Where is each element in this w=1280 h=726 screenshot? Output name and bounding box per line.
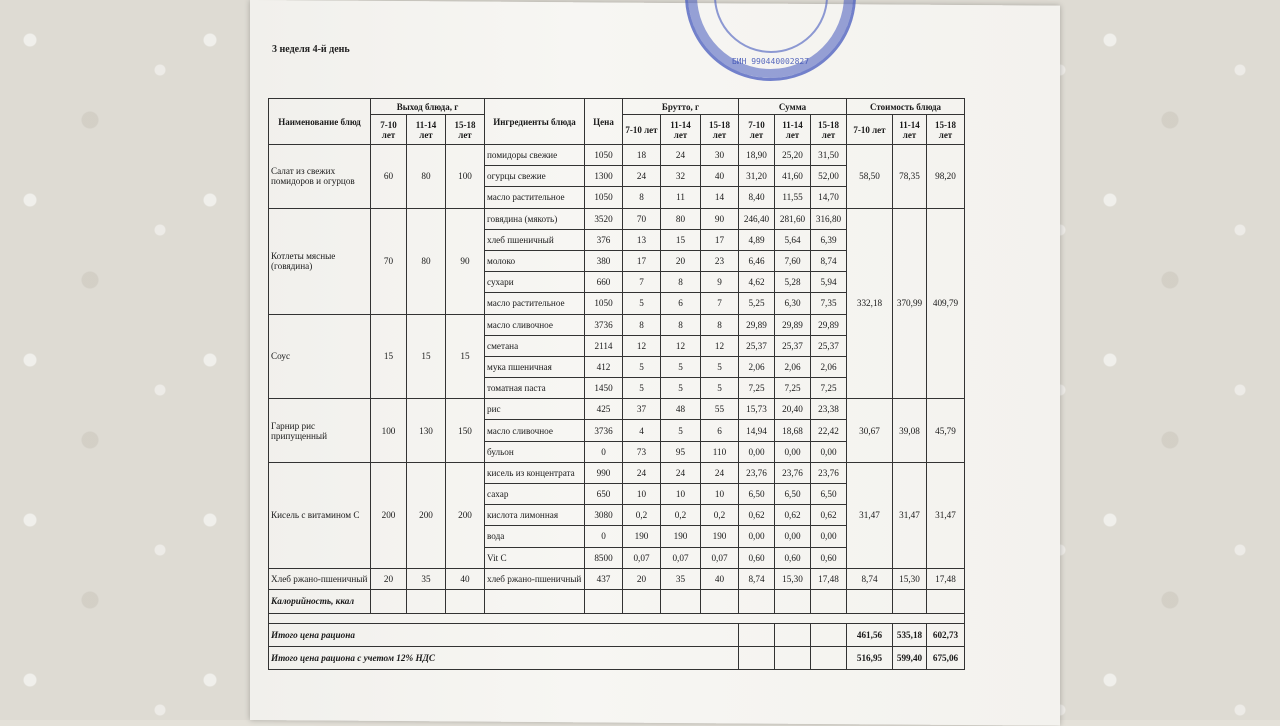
dish-yield: 15 (407, 314, 446, 399)
ingredient-sum: 5,25 (739, 293, 775, 314)
ingredient-gross: 5 (661, 356, 701, 377)
seal-text: БИН 990440002827 (731, 57, 810, 66)
ingredient-gross: 24 (623, 462, 661, 483)
ingredient-gross: 30 (701, 145, 739, 166)
dish-cost: 409,79 (927, 208, 965, 399)
ingredient-name: молоко (485, 250, 585, 271)
ingredient-gross: 12 (623, 335, 661, 356)
ingredient-sum: 52,00 (811, 166, 847, 187)
ingredient-name: бульон (485, 441, 585, 462)
dish-name: Соус (269, 314, 371, 399)
ingredient-sum: 15,30 (775, 568, 811, 589)
ingredient-sum: 25,37 (775, 335, 811, 356)
ingredient-name: хлеб пшеничный (485, 229, 585, 250)
ingredient-name: сметана (485, 335, 585, 356)
ingredient-gross: 4 (623, 420, 661, 441)
ingredient-price: 1050 (585, 293, 623, 314)
empty-cell (446, 589, 485, 613)
ingredient-name: сухари (485, 272, 585, 293)
ingredient-name: Vit C (485, 547, 585, 568)
ingredient-sum: 6,50 (811, 484, 847, 505)
ingredient-sum: 17,48 (811, 568, 847, 589)
ingredient-sum: 23,76 (775, 462, 811, 483)
empty-cell (811, 646, 847, 669)
ingredient-gross: 14 (701, 187, 739, 208)
ingredient-gross: 18 (623, 145, 661, 166)
ingredient-gross: 0,07 (701, 547, 739, 568)
spacer-row (269, 613, 965, 623)
ingredient-sum: 14,70 (811, 187, 847, 208)
ingredient-gross: 5 (701, 378, 739, 399)
total-value: 602,73 (927, 623, 965, 646)
ingredient-sum: 29,89 (811, 314, 847, 335)
ingredient-price: 1050 (585, 145, 623, 166)
empty-cell (739, 623, 775, 646)
dish-name: Хлеб ржано-пшеничный (269, 568, 371, 589)
dish-yield: 60 (371, 145, 407, 209)
header-yield: Выход блюда, г (371, 99, 485, 115)
table-header (269, 99, 965, 145)
empty-cell (485, 589, 585, 613)
ingredient-price: 1050 (585, 187, 623, 208)
ingredient-gross: 5 (623, 378, 661, 399)
ingredient-sum: 0,60 (775, 547, 811, 568)
table-row (269, 145, 965, 166)
ingredient-name: масло сливочное (485, 420, 585, 441)
ingredient-sum: 0,62 (811, 505, 847, 526)
empty-cell (811, 623, 847, 646)
ingredient-sum: 41,60 (775, 166, 811, 187)
dish-yield: 90 (446, 208, 485, 314)
ingredient-gross: 23 (701, 250, 739, 271)
header-age: 15-18 лет (446, 115, 485, 145)
dish-cost: 31,47 (927, 462, 965, 568)
ingredient-name: огурцы свежие (485, 166, 585, 187)
ingredient-price: 3736 (585, 314, 623, 335)
empty-cell (739, 646, 775, 669)
table-row (269, 208, 965, 229)
dish-yield: 80 (407, 208, 446, 314)
ingredient-gross: 55 (701, 399, 739, 420)
ingredient-price: 2114 (585, 335, 623, 356)
ingredient-gross: 10 (623, 484, 661, 505)
ingredient-gross: 90 (701, 208, 739, 229)
table-row (269, 568, 965, 589)
dish-name: Котлеты мясные (говядина) (269, 208, 371, 314)
ingredient-sum: 0,00 (775, 526, 811, 547)
ingredient-sum: 0,00 (739, 441, 775, 462)
ingredient-gross: 24 (701, 462, 739, 483)
ingredient-price: 0 (585, 526, 623, 547)
ingredient-sum: 0,60 (739, 547, 775, 568)
dish-yield: 100 (446, 145, 485, 209)
ingredient-sum: 0,62 (739, 505, 775, 526)
ingredient-price: 376 (585, 229, 623, 250)
ingredient-sum: 7,25 (811, 378, 847, 399)
ingredient-sum: 0,00 (811, 441, 847, 462)
header-age: 11-14 лет (407, 115, 446, 145)
table-row (269, 462, 965, 483)
header-age: 15-18 лет (811, 115, 847, 145)
ingredient-gross: 8 (623, 314, 661, 335)
dish-cost: 78,35 (893, 145, 927, 209)
ingredient-gross: 95 (661, 441, 701, 462)
dish-yield: 80 (407, 145, 446, 209)
ingredient-name: хлеб ржано-пшеничный (485, 568, 585, 589)
day-title: 3 неделя 4-й день (272, 44, 350, 55)
dish-cost: 370,99 (893, 208, 927, 399)
ingredient-sum: 2,06 (739, 356, 775, 377)
ingredient-price: 8500 (585, 547, 623, 568)
ingredient-gross: 0,07 (623, 547, 661, 568)
dish-name: Кисель с витамином С (269, 462, 371, 568)
header-age: 7-10 лет (739, 115, 775, 145)
ingredient-gross: 20 (661, 250, 701, 271)
ingredient-gross: 110 (701, 441, 739, 462)
dish-cost: 31,47 (893, 462, 927, 568)
ingredient-sum: 6,39 (811, 229, 847, 250)
empty-cell (847, 589, 893, 613)
ingredient-sum: 0,60 (811, 547, 847, 568)
header-age: 15-18 лет (701, 115, 739, 145)
ingredient-sum: 4,62 (739, 272, 775, 293)
table-body (269, 145, 965, 590)
ingredient-sum: 7,35 (811, 293, 847, 314)
dish-cost: 98,20 (927, 145, 965, 209)
seal-inner-ring (714, 0, 828, 53)
ingredient-sum: 20,40 (775, 399, 811, 420)
empty-cell (407, 589, 446, 613)
dish-cost: 8,74 (847, 568, 893, 589)
ingredient-sum: 8,74 (739, 568, 775, 589)
ingredient-gross: 24 (661, 462, 701, 483)
dish-yield: 100 (371, 399, 407, 463)
ingredient-price: 380 (585, 250, 623, 271)
dish-name: Гарнир рис припущенный (269, 399, 371, 463)
ingredient-gross: 13 (623, 229, 661, 250)
ingredient-sum: 7,25 (739, 378, 775, 399)
dish-yield: 70 (371, 208, 407, 314)
ingredient-gross: 12 (661, 335, 701, 356)
ingredient-gross: 0,2 (661, 505, 701, 526)
empty-cell (701, 589, 739, 613)
ingredient-sum: 15,73 (739, 399, 775, 420)
ingredient-name: говядина (мякоть) (485, 208, 585, 229)
ingredient-gross: 0,2 (623, 505, 661, 526)
ingredient-gross: 8 (661, 314, 701, 335)
ingredient-sum: 316,80 (811, 208, 847, 229)
ingredient-gross: 190 (701, 526, 739, 547)
ingredient-gross: 6 (661, 293, 701, 314)
ingredient-gross: 5 (661, 420, 701, 441)
ingredient-gross: 70 (623, 208, 661, 229)
ingredient-gross: 190 (623, 526, 661, 547)
ingredient-gross: 15 (661, 229, 701, 250)
ingredient-sum: 29,89 (775, 314, 811, 335)
ingredient-sum: 0,00 (811, 526, 847, 547)
header-age: 11-14 лет (893, 115, 927, 145)
dish-yield: 130 (407, 399, 446, 463)
ingredient-name: масло сливочное (485, 314, 585, 335)
empty-cell (739, 589, 775, 613)
total-vat-value: 599,40 (893, 646, 927, 669)
ingredient-sum: 25,37 (739, 335, 775, 356)
table-footer (269, 589, 965, 669)
ingredient-gross: 37 (623, 399, 661, 420)
ingredient-sum: 0,62 (775, 505, 811, 526)
ingredient-gross: 32 (661, 166, 701, 187)
ingredient-price: 660 (585, 272, 623, 293)
ingredient-gross: 8 (701, 314, 739, 335)
ingredient-gross: 7 (701, 293, 739, 314)
ingredient-price: 412 (585, 356, 623, 377)
ingredient-gross: 5 (701, 356, 739, 377)
ingredient-sum: 8,40 (739, 187, 775, 208)
ingredient-name: кисель из концентрата (485, 462, 585, 483)
empty-cell (893, 589, 927, 613)
ingredient-price: 990 (585, 462, 623, 483)
ingredient-name: томатная паста (485, 378, 585, 399)
ingredient-sum: 5,94 (811, 272, 847, 293)
dish-yield: 15 (446, 314, 485, 399)
ingredient-price: 3520 (585, 208, 623, 229)
header-cost: Стоимость блюда (847, 99, 965, 115)
dish-cost: 30,67 (847, 399, 893, 463)
total-value: 535,18 (893, 623, 927, 646)
ingredient-sum: 29,89 (739, 314, 775, 335)
total-vat-value: 675,06 (927, 646, 965, 669)
ingredient-sum: 11,55 (775, 187, 811, 208)
header-age: 7-10 лет (371, 115, 407, 145)
dish-cost: 332,18 (847, 208, 893, 399)
ingredient-gross: 5 (623, 293, 661, 314)
ingredient-price: 0 (585, 441, 623, 462)
ingredient-sum: 31,20 (739, 166, 775, 187)
total-vat-label: Итого цена рациона с учетом 12% НДС (269, 646, 739, 669)
ingredient-gross: 17 (701, 229, 739, 250)
ingredient-sum: 7,60 (775, 250, 811, 271)
ingredient-sum: 23,76 (811, 462, 847, 483)
ingredient-gross: 5 (623, 356, 661, 377)
ingredient-sum: 22,42 (811, 420, 847, 441)
ingredient-price: 650 (585, 484, 623, 505)
empty-cell (371, 589, 407, 613)
dish-yield: 200 (371, 462, 407, 568)
ingredient-sum: 23,38 (811, 399, 847, 420)
total-value: 461,56 (847, 623, 893, 646)
ingredient-sum: 18,90 (739, 145, 775, 166)
ingredient-name: масло растительное (485, 187, 585, 208)
ingredient-name: кислота лимонная (485, 505, 585, 526)
ingredient-gross: 24 (661, 145, 701, 166)
ingredient-sum: 25,20 (775, 145, 811, 166)
ingredient-gross: 190 (661, 526, 701, 547)
dish-yield: 35 (407, 568, 446, 589)
ingredient-sum: 2,06 (811, 356, 847, 377)
header-age: 11-14 лет (775, 115, 811, 145)
dish-cost: 58,50 (847, 145, 893, 209)
ingredient-gross: 24 (623, 166, 661, 187)
ingredient-price: 1450 (585, 378, 623, 399)
ingredient-sum: 5,28 (775, 272, 811, 293)
ingredient-price: 437 (585, 568, 623, 589)
header-age: 7-10 лет (623, 115, 661, 145)
ingredient-sum: 5,64 (775, 229, 811, 250)
ingredient-price: 425 (585, 399, 623, 420)
empty-cell (661, 589, 701, 613)
ingredient-sum: 0,00 (775, 441, 811, 462)
ingredient-gross: 73 (623, 441, 661, 462)
ingredient-sum: 6,50 (775, 484, 811, 505)
ingredient-gross: 10 (661, 484, 701, 505)
empty-cell (585, 589, 623, 613)
header-ingredients: Ингредиенты блюда (485, 99, 585, 145)
dish-cost: 45,79 (927, 399, 965, 463)
empty-cell (623, 589, 661, 613)
header-age: 15-18 лет (927, 115, 965, 145)
header-name: Наименование блюд (269, 99, 371, 145)
ingredient-name: рис (485, 399, 585, 420)
dish-cost: 39,08 (893, 399, 927, 463)
dish-yield: 20 (371, 568, 407, 589)
ingredient-sum: 23,76 (739, 462, 775, 483)
ingredient-name: масло растительное (485, 293, 585, 314)
dish-cost: 15,30 (893, 568, 927, 589)
ingredient-sum: 6,30 (775, 293, 811, 314)
ingredient-sum: 8,74 (811, 250, 847, 271)
ingredient-gross: 48 (661, 399, 701, 420)
ingredient-gross: 0,2 (701, 505, 739, 526)
ingredient-name: сахар (485, 484, 585, 505)
ingredient-gross: 40 (701, 568, 739, 589)
calories-label: Калорийность, ккал (269, 589, 371, 613)
ingredient-sum: 246,40 (739, 208, 775, 229)
ingredient-sum: 2,06 (775, 356, 811, 377)
ingredient-name: вода (485, 526, 585, 547)
dish-cost: 17,48 (927, 568, 965, 589)
ingredient-sum: 18,68 (775, 420, 811, 441)
header-price: Цена (585, 99, 623, 145)
ingredient-gross: 40 (701, 166, 739, 187)
ingredient-sum: 25,37 (811, 335, 847, 356)
ingredient-gross: 6 (701, 420, 739, 441)
empty-cell (775, 646, 811, 669)
ingredient-price: 1300 (585, 166, 623, 187)
header-sum: Сумма (739, 99, 847, 115)
total-vat-value: 516,95 (847, 646, 893, 669)
empty-cell (775, 623, 811, 646)
empty-cell (775, 589, 811, 613)
dish-cost: 31,47 (847, 462, 893, 568)
dish-yield: 200 (407, 462, 446, 568)
total-label: Итого цена рациона (269, 623, 739, 646)
ingredient-sum: 31,50 (811, 145, 847, 166)
ingredient-name: мука пшеничная (485, 356, 585, 377)
dish-yield: 150 (446, 399, 485, 463)
ingredient-gross: 7 (623, 272, 661, 293)
ingredient-name: помидоры свежие (485, 145, 585, 166)
dish-name: Салат из свежих помидоров и огурцов (269, 145, 371, 209)
ingredient-sum: 6,50 (739, 484, 775, 505)
ingredient-gross: 9 (701, 272, 739, 293)
ingredient-gross: 80 (661, 208, 701, 229)
dish-yield: 15 (371, 314, 407, 399)
ingredient-sum: 7,25 (775, 378, 811, 399)
ingredient-price: 3736 (585, 420, 623, 441)
menu-table (268, 98, 965, 670)
table-row (269, 399, 965, 420)
header-age: 11-14 лет (661, 115, 701, 145)
empty-cell (811, 589, 847, 613)
ingredient-gross: 35 (661, 568, 701, 589)
ingredient-gross: 20 (623, 568, 661, 589)
header-gross: Брутто, г (623, 99, 739, 115)
ingredient-gross: 0,07 (661, 547, 701, 568)
ingredient-sum: 4,89 (739, 229, 775, 250)
ingredient-gross: 10 (701, 484, 739, 505)
empty-cell (927, 589, 965, 613)
ingredient-gross: 12 (701, 335, 739, 356)
ingredient-gross: 17 (623, 250, 661, 271)
ingredient-gross: 11 (661, 187, 701, 208)
header-age: 7-10 лет (847, 115, 893, 145)
ingredient-sum: 0,00 (739, 526, 775, 547)
ingredient-sum: 14,94 (739, 420, 775, 441)
dish-yield: 40 (446, 568, 485, 589)
ingredient-sum: 281,60 (775, 208, 811, 229)
ingredient-sum: 6,46 (739, 250, 775, 271)
ingredient-gross: 8 (661, 272, 701, 293)
dish-yield: 200 (446, 462, 485, 568)
ingredient-price: 3080 (585, 505, 623, 526)
ingredient-gross: 5 (661, 378, 701, 399)
ingredient-gross: 8 (623, 187, 661, 208)
